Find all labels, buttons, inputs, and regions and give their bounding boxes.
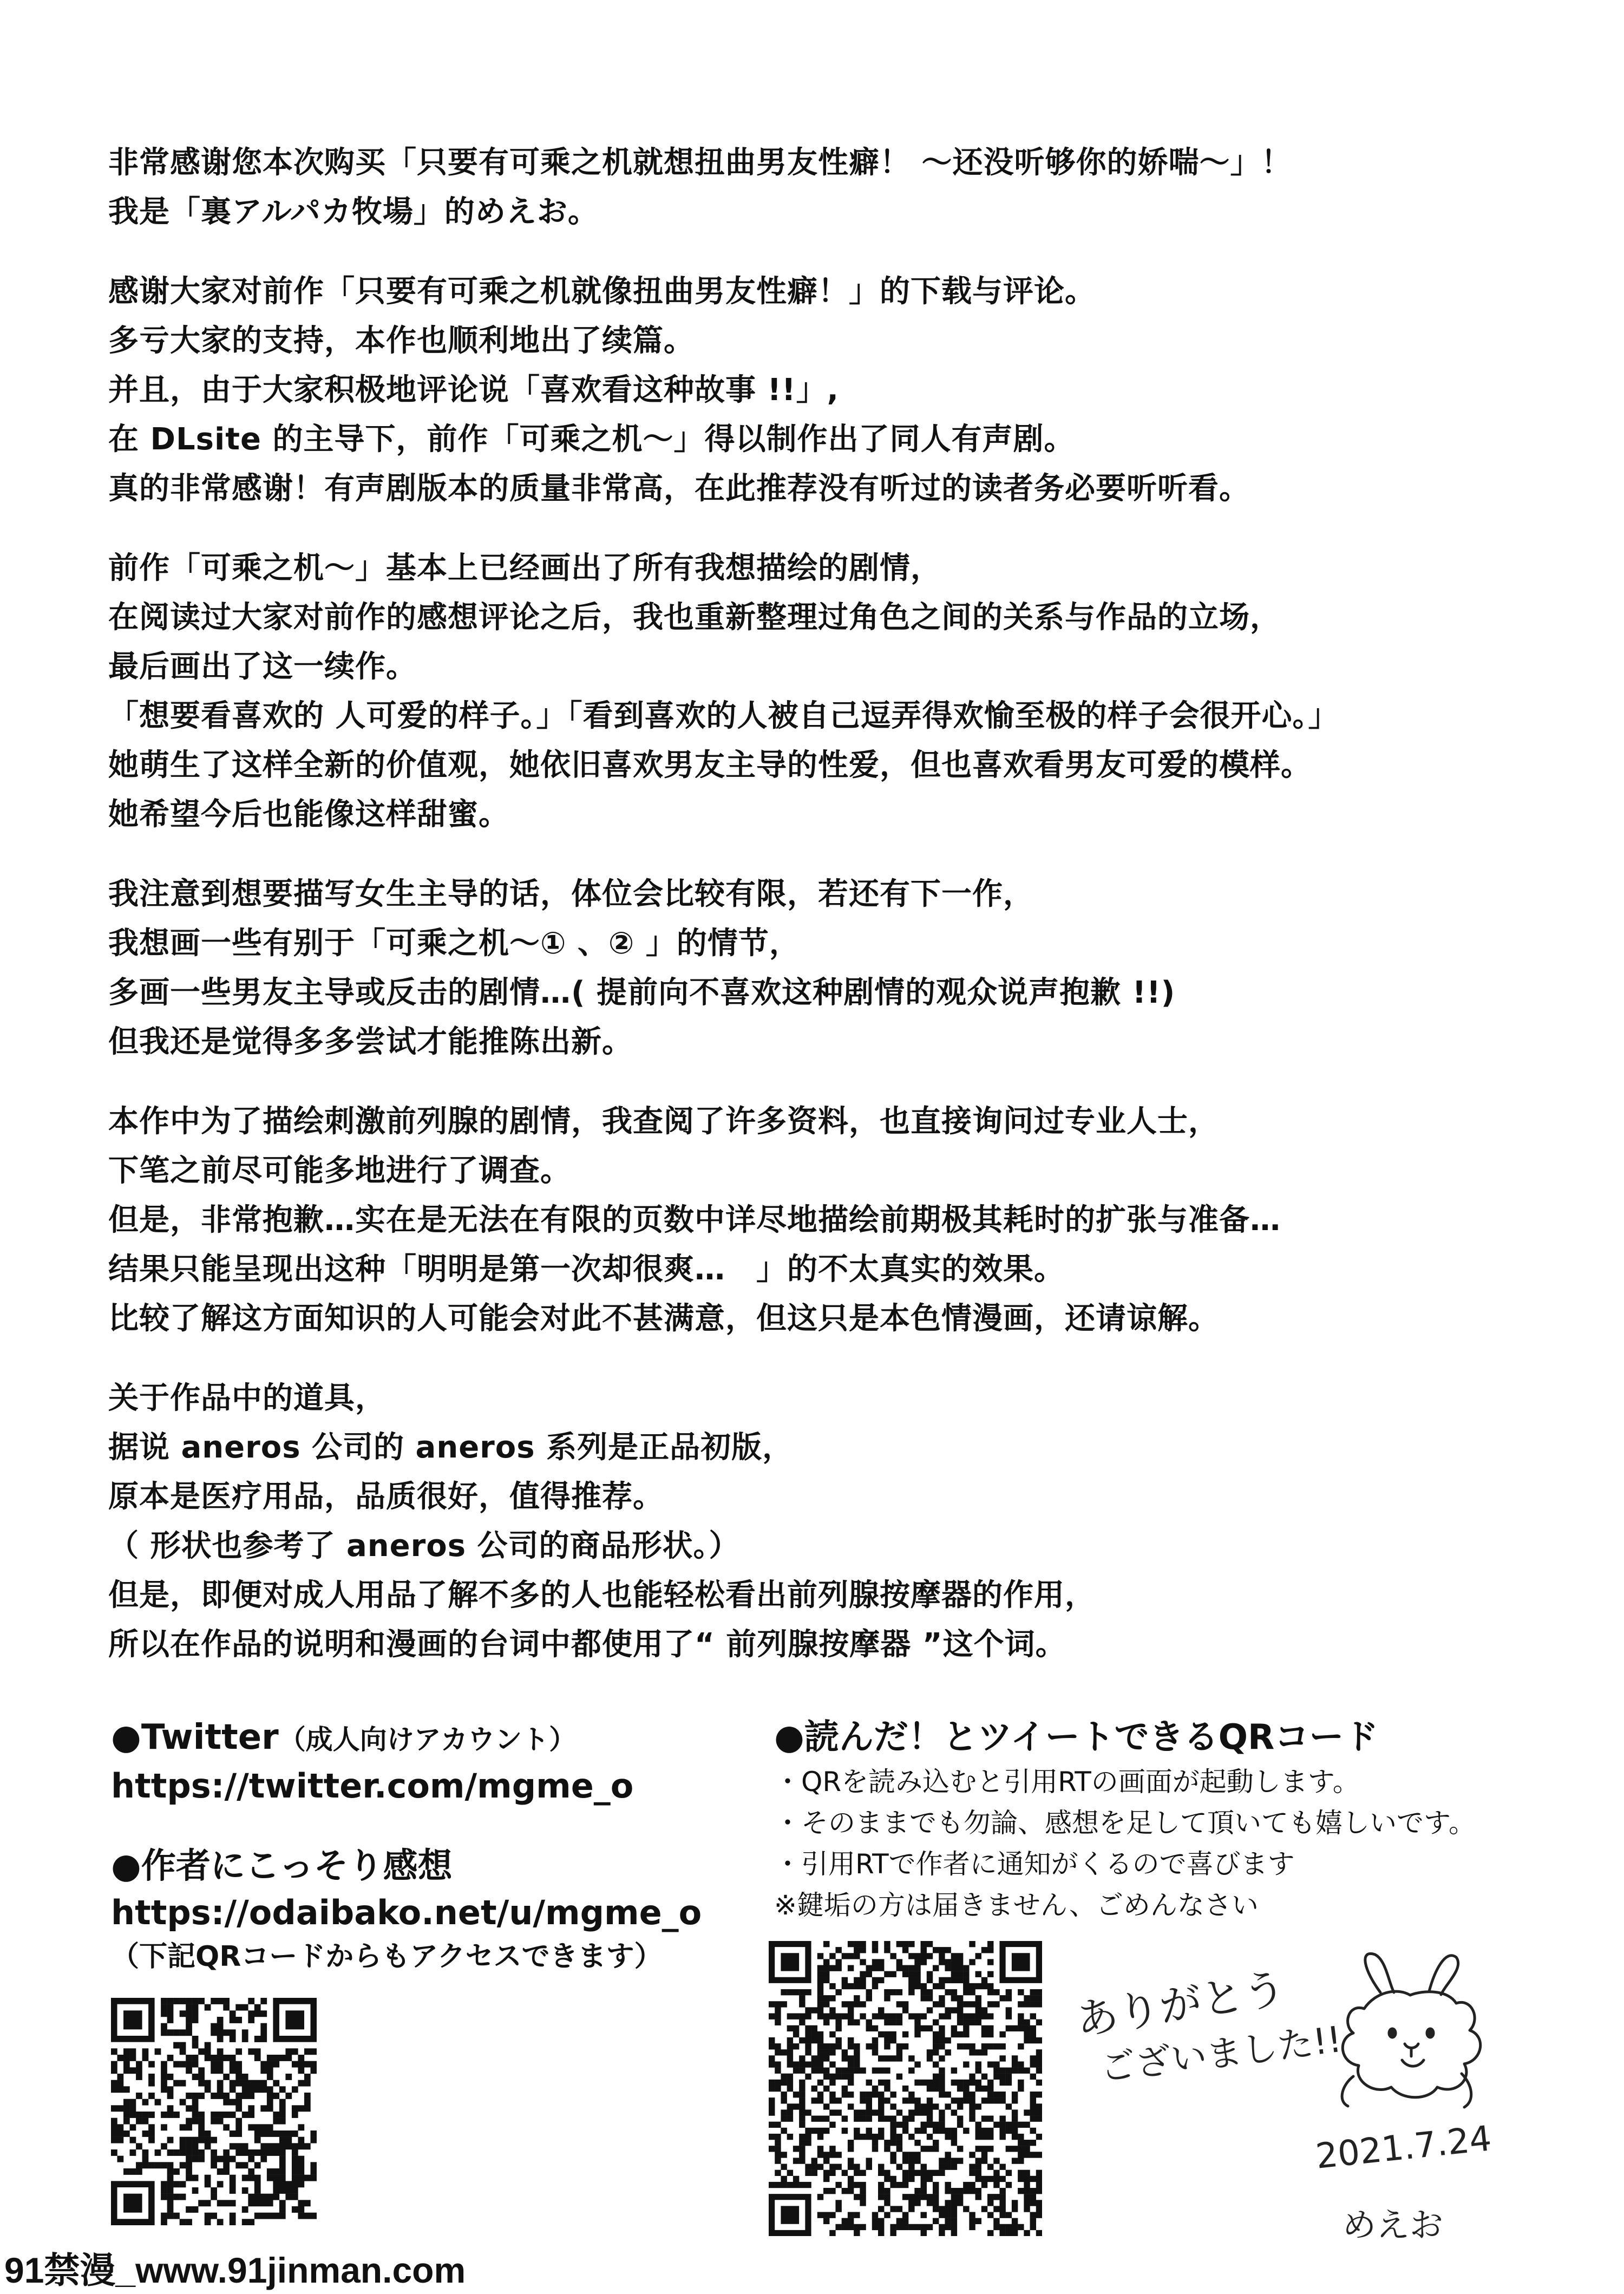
afterword-line: （ 形状也参考了 aneros 公司的商品形状。） (108, 1528, 740, 1564)
tweet-qr-code[interactable] (769, 1941, 1042, 2236)
afterword-line: 真的非常感谢！有声剧版本的质量非常高，在此推荐没有听过的读者务必要听听看。 (108, 471, 1250, 506)
afterword-paragraph (108, 544, 1570, 839)
tweet-qr-column (774, 1714, 1586, 1926)
afterword-line: 结果只能呈现出这种「明明是第一次却很爽… 」的不太真实的效果。 (108, 1252, 1065, 1287)
feedback-url[interactable]: https://odaibako.net/u/mgme_o (111, 1893, 702, 1932)
afterword-line: 感谢大家对前作「只要有可乘之机就像扭曲男友性癖！」的下载与评论。 (108, 274, 1096, 309)
afterword-line: 在 DLsite 的主导下，前作「可乘之机～」得以制作出了同人有声剧。 (108, 422, 1075, 457)
afterword-paragraph (108, 138, 1570, 237)
afterword-paragraph (108, 870, 1570, 1067)
tweet-qr-bullet: ・そのままでも勿論、感想を足して頂いても嬉しいです。 (774, 1807, 1476, 1839)
tweet-qr-heading: ●読んだ！とツイートできるQRコード (774, 1717, 1379, 1757)
qr-code-graphic-large (769, 1941, 1042, 2236)
afterword-line: 但是，即便对成人用品了解不多的人也能轻松看出前列腺按摩器的作用， (108, 1578, 1096, 1613)
afterword-line: 我注意到想要描写女生主导的话，体位会比较有限，若还有下一作， (108, 877, 1034, 912)
contact-column (111, 1714, 750, 1978)
handwritten-date: 2021.7.24 (1314, 2119, 1494, 2177)
twitter-heading (111, 1714, 750, 1763)
afterword-line: 多画一些男友主导或反击的剧情…( 提前向不喜欢这种剧情的观众说声抱歉 !!) (108, 975, 1176, 1010)
tweet-qr-bullet: ・QRを読み込むと引用RTの画面が起動します。 (774, 1766, 1360, 1798)
afterword-line: 在阅读过大家对前作的感想评论之后，我也重新整理过角色之间的关系与作品的立场， (108, 600, 1281, 635)
afterword-line: 关于作品中的道具， (108, 1381, 386, 1416)
afterword-line: 她希望今后也能像这样甜蜜。 (108, 797, 509, 832)
afterword-line: 她萌生了这样全新的价值观，她依旧喜欢男友主导的性爱，但也喜欢看男友可爱的模样。 (108, 748, 1312, 783)
afterword-paragraph (108, 267, 1570, 513)
afterword-line: 但我还是觉得多多尝试才能推陈出新。 (108, 1024, 633, 1060)
afterword-line: 「想要看喜欢的 人可爱的样子。」「看到喜欢的人被自己逗弄得欢愉至极的样子会很开心。」 (108, 698, 1339, 734)
twitter-url[interactable]: https://twitter.com/mgme_o (111, 1766, 634, 1806)
alpaca-doodle-icon (1299, 1938, 1527, 2117)
feedback-note: （下記QRコードからもアクセスできます） (111, 1940, 663, 1973)
tweet-qr-bullet: ・引用RTで作者に通知がくるので喜びます (774, 1848, 1295, 1880)
tweet-qr-bullet: ※鍵垢の方は届きません、ごめんなさい (774, 1890, 1259, 1921)
afterword-line: 我是「裏アルパカ牧場」的めえお。 (108, 194, 599, 230)
afterword-line: 但是，非常抱歉…实在是无法在有限的页数中详尽地描绘前期极其耗时的扩张与准备… (108, 1202, 1281, 1238)
handwritten-thanks-1: ありがとう (1072, 1964, 1289, 2045)
afterword-body (108, 138, 1570, 1700)
afterword-line: 前作「可乘之机～」基本上已经画出了所有我想描绘的剧情， (108, 551, 941, 586)
afterword-line: 本作中为了描绘刺激前列腺的剧情，我查阅了许多资料，也直接询问过专业人士， (108, 1104, 1219, 1139)
afterword-line: 原本是医疗用品，品质很好，值得推荐。 (108, 1479, 664, 1514)
afterword-paragraph (108, 1374, 1570, 1669)
feedback-heading: ●作者にこっそり感想 (111, 1846, 453, 1886)
twitter-heading-title: ●Twitter (111, 1717, 279, 1757)
tweet-qr-bullets (774, 1761, 1586, 1926)
afterword-line: 比较了解这方面知识的人可能会对此不甚满意，但这只是本色情漫画，还请谅解。 (108, 1301, 1219, 1336)
afterword-line: 下笔之前尽可能多地进行了调查。 (108, 1153, 571, 1188)
feedback-qr-code[interactable] (111, 1998, 317, 2225)
twitter-heading-note: （成人向けアカウント） (278, 1724, 577, 1755)
qr-code-graphic-small (111, 1998, 317, 2225)
afterword-paragraph (108, 1097, 1570, 1343)
afterword-line: 并且，由于大家积极地评论说「喜欢看这种故事 !!」, (108, 372, 839, 408)
watermark-text: 91禁漫_www.91jinman.com (4, 2250, 466, 2290)
handwritten-thanks-2: ございました!! (1097, 2018, 1344, 2090)
afterword-line: 我想画一些有别于「可乘之机～① 、② 」的情节， (108, 926, 800, 961)
handwritten-signature: めえお (1343, 2205, 1444, 2245)
afterword-line: 所以在作品的说明和漫画的台词中都使用了“ 前列腺按摩器 ”这个词。 (108, 1627, 1066, 1662)
afterword-line: 最后画出了这一续作。 (108, 649, 417, 684)
afterword-line: 据说 aneros 公司的 aneros 系列是正品初版， (108, 1430, 794, 1465)
afterword-line: 非常感谢您本次购买「只要有可乘之机就想扭曲男友性癖！ ～还没听够你的娇喘～」！ (108, 145, 1292, 180)
afterword-line: 多亏大家的支持，本作也顺利地出了续篇。 (108, 323, 695, 358)
